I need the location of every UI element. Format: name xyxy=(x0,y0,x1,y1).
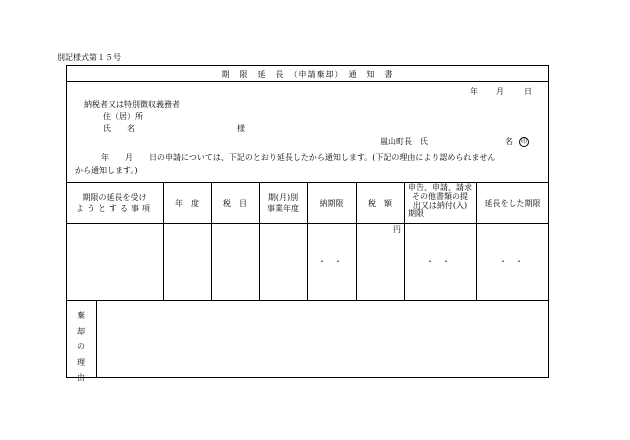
reason-char-2: 却 xyxy=(77,326,85,336)
header-due-date: 納期限 xyxy=(319,199,344,208)
notice-body-line2: から通知します。) xyxy=(75,166,138,175)
reason-char-3: の xyxy=(77,342,85,351)
reason-label xyxy=(66,308,96,386)
header-filing-line3: 出又は納付(入) xyxy=(412,200,468,210)
header-filing-deadline xyxy=(404,184,476,219)
date-month: 月 xyxy=(496,87,504,96)
header-filing-line1: 申告、申請、請求 xyxy=(408,183,472,192)
notice-body-line1: 年 月 日の申請については、下記のとおり延長したから通知します。(下記の理由により認められません xyxy=(101,153,496,162)
reason-char-4: 理 xyxy=(77,357,85,367)
reason-char-1: 棄 xyxy=(77,311,85,320)
issuer-title: 嵐山町長 氏 xyxy=(380,137,428,146)
seal-icon: 印 xyxy=(520,138,527,145)
header-amount: 税 額 xyxy=(368,199,392,208)
honorific: 様 xyxy=(237,124,245,133)
header-filing-line4: 期限 xyxy=(408,209,424,219)
taxpayer-label: 納税者又は特別徴収義務者 xyxy=(84,100,180,109)
header-extended-due: 延長をした期限 xyxy=(484,199,541,208)
extended-date-placeholder: ・ ・ xyxy=(499,257,523,266)
header-year: 年 度 xyxy=(175,199,199,208)
header-tax-item: 税 目 xyxy=(223,199,247,208)
header-period-line2: 事業年度 xyxy=(267,203,299,213)
filing-date-placeholder: ・ ・ xyxy=(426,257,450,266)
form-code: 別記様式第１５号 xyxy=(57,53,121,62)
title-divider xyxy=(66,81,549,82)
date-year: 年 xyxy=(470,87,478,96)
header-period-line1: 期(月)別 xyxy=(267,193,299,202)
address-label: 住（居）所 xyxy=(103,112,143,121)
reason-char-5: 由 xyxy=(77,373,85,382)
header-filing-line2: その他書類の提 xyxy=(412,191,468,201)
header-matter-line1: 期限の延長を受け xyxy=(82,193,147,202)
header-matter xyxy=(66,193,163,215)
header-matter-line2: ようとする事項 xyxy=(76,203,153,213)
amount-unit: 円 xyxy=(393,225,401,234)
issuer-name-suffix: 名 xyxy=(505,137,513,146)
page-title: 期 限 延 長 （申請棄却） 通 知 書 xyxy=(221,70,394,79)
seal-mark xyxy=(519,137,529,147)
reason-input-area[interactable] xyxy=(97,301,548,377)
date-day: 日 xyxy=(524,87,532,96)
name-label: 氏 名 xyxy=(103,124,135,133)
due-date-placeholder: ・ ・ xyxy=(318,257,342,266)
header-period xyxy=(259,193,307,215)
